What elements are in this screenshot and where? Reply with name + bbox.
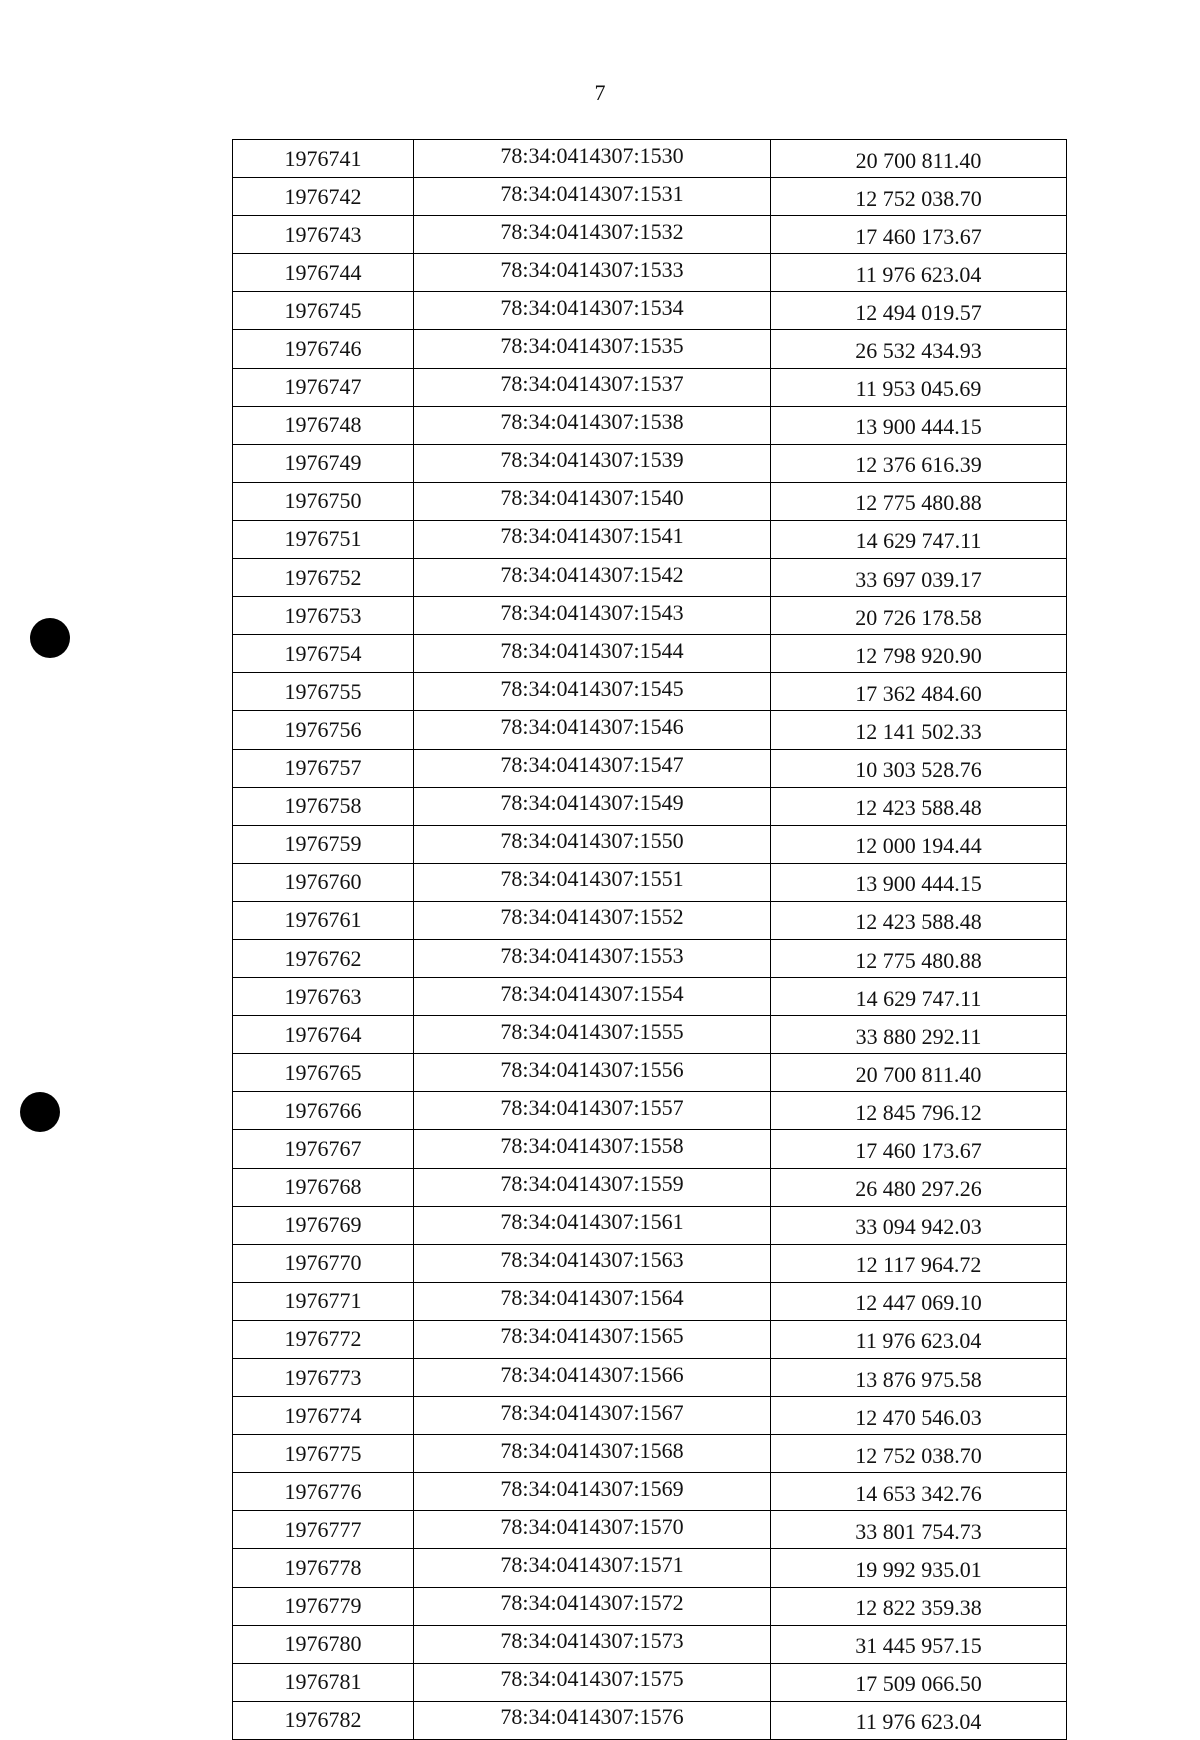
record-number-text: 1976749 bbox=[284, 450, 362, 476]
cadastral-value-cell bbox=[771, 292, 1067, 330]
record-number-text: 1976760 bbox=[284, 869, 362, 895]
cadastral-value-text: 12 447 069.10 bbox=[855, 1290, 982, 1316]
table-row bbox=[233, 1663, 1067, 1701]
cadastral-value-text: 26 480 297.26 bbox=[855, 1176, 982, 1202]
record-number-cell bbox=[233, 330, 414, 368]
cadastral-number-text: 78:34:0414307:1530 bbox=[500, 142, 684, 168]
cadastral-value-cell bbox=[771, 1359, 1067, 1397]
cadastral-number-cell bbox=[414, 635, 771, 673]
cadastral-number-cell bbox=[414, 939, 771, 977]
cadastral-number-cell bbox=[414, 863, 771, 901]
table-row bbox=[233, 1473, 1067, 1511]
cadastral-value-text: 20 726 178.58 bbox=[855, 604, 982, 630]
cadastral-value-cell bbox=[771, 216, 1067, 254]
record-number-cell bbox=[233, 1435, 414, 1473]
record-number-text: 1976781 bbox=[284, 1669, 362, 1695]
table-row bbox=[233, 1320, 1067, 1358]
cadastral-number-cell bbox=[414, 1130, 771, 1168]
cadastral-number-text: 78:34:0414307:1565 bbox=[500, 1323, 684, 1349]
table-row bbox=[233, 1359, 1067, 1397]
record-number-text: 1976762 bbox=[284, 945, 362, 971]
cadastral-value-cell bbox=[771, 1625, 1067, 1663]
table-row bbox=[233, 330, 1067, 368]
record-number-cell bbox=[233, 978, 414, 1016]
table-row bbox=[233, 1587, 1067, 1625]
cadastral-number-text: 78:34:0414307:1550 bbox=[500, 828, 684, 854]
cadastral-number-cell bbox=[414, 1435, 771, 1473]
record-number-cell bbox=[233, 406, 414, 444]
cadastral-number-cell bbox=[414, 1701, 771, 1739]
record-number-text: 1976777 bbox=[284, 1516, 362, 1542]
cadastral-number-text: 78:34:0414307:1537 bbox=[500, 371, 684, 397]
record-number-cell bbox=[233, 825, 414, 863]
cadastral-value-text: 12 845 796.12 bbox=[855, 1099, 982, 1125]
cadastral-number-text: 78:34:0414307:1557 bbox=[500, 1094, 684, 1120]
cadastral-number-cell bbox=[414, 140, 771, 178]
table-row bbox=[233, 1244, 1067, 1282]
record-number-text: 1976757 bbox=[284, 755, 362, 781]
table-row bbox=[233, 1130, 1067, 1168]
cadastral-value-cell bbox=[771, 1549, 1067, 1587]
cadastral-number-cell bbox=[414, 1016, 771, 1054]
record-number-text: 1976747 bbox=[284, 374, 362, 400]
table-row bbox=[233, 1016, 1067, 1054]
record-number-text: 1976774 bbox=[284, 1402, 362, 1428]
record-number-cell bbox=[233, 444, 414, 482]
cadastral-value-text: 12 752 038.70 bbox=[855, 185, 982, 211]
record-number-cell bbox=[233, 1168, 414, 1206]
table-row bbox=[233, 1549, 1067, 1587]
table-row bbox=[233, 673, 1067, 711]
cadastral-value-cell bbox=[771, 520, 1067, 558]
cadastral-number-cell bbox=[414, 1397, 771, 1435]
cadastral-number-text: 78:34:0414307:1555 bbox=[500, 1018, 684, 1044]
cadastral-number-text: 78:34:0414307:1534 bbox=[500, 294, 684, 320]
record-number-text: 1976766 bbox=[284, 1097, 362, 1123]
cadastral-number-text: 78:34:0414307:1561 bbox=[500, 1209, 684, 1235]
record-number-cell bbox=[233, 140, 414, 178]
record-number-cell bbox=[233, 1244, 414, 1282]
record-number-text: 1976771 bbox=[284, 1288, 362, 1314]
record-number-cell bbox=[233, 1511, 414, 1549]
cadastral-value-text: 11 953 045.69 bbox=[855, 376, 982, 402]
cadastral-number-cell bbox=[414, 711, 771, 749]
table-row bbox=[233, 140, 1067, 178]
record-number-text: 1976743 bbox=[284, 221, 362, 247]
cadastral-value-text: 20 700 811.40 bbox=[855, 1061, 982, 1087]
record-number-text: 1976758 bbox=[284, 793, 362, 819]
cadastral-value-cell bbox=[771, 787, 1067, 825]
cadastral-number-text: 78:34:0414307:1564 bbox=[500, 1285, 684, 1311]
cadastral-number-text: 78:34:0414307:1545 bbox=[500, 675, 684, 701]
cadastral-value-cell bbox=[771, 635, 1067, 673]
record-number-cell bbox=[233, 863, 414, 901]
cadastral-number-text: 78:34:0414307:1544 bbox=[500, 637, 684, 663]
cadastral-number-text: 78:34:0414307:1540 bbox=[500, 485, 684, 511]
cadastral-number-cell bbox=[414, 1473, 771, 1511]
record-number-cell bbox=[233, 559, 414, 597]
record-number-text: 1976770 bbox=[284, 1250, 362, 1276]
cadastral-value-text: 13 876 975.58 bbox=[855, 1366, 982, 1392]
record-number-cell bbox=[233, 216, 414, 254]
record-number-cell bbox=[233, 635, 414, 673]
cadastral-number-cell bbox=[414, 1244, 771, 1282]
cadastral-value-cell bbox=[771, 673, 1067, 711]
cadastral-number-cell bbox=[414, 1587, 771, 1625]
cadastral-value-text: 12 470 546.03 bbox=[855, 1404, 982, 1430]
cadastral-number-cell bbox=[414, 482, 771, 520]
cadastral-value-cell bbox=[771, 749, 1067, 787]
cadastral-value-text: 17 509 066.50 bbox=[855, 1671, 982, 1697]
cadastral-number-text: 78:34:0414307:1551 bbox=[500, 866, 684, 892]
cadastral-value-cell bbox=[771, 1168, 1067, 1206]
cadastral-number-cell bbox=[414, 1092, 771, 1130]
table-row bbox=[233, 216, 1067, 254]
cadastral-value-text: 12 775 480.88 bbox=[855, 947, 982, 973]
cadastral-value-text: 12 752 038.70 bbox=[855, 1442, 982, 1468]
cadastral-number-cell bbox=[414, 178, 771, 216]
table-row bbox=[233, 825, 1067, 863]
table-row bbox=[233, 597, 1067, 635]
table-row bbox=[233, 520, 1067, 558]
record-number-cell bbox=[233, 711, 414, 749]
cadastral-value-text: 17 460 173.67 bbox=[855, 223, 982, 249]
record-number-text: 1976745 bbox=[284, 297, 362, 323]
record-number-cell bbox=[233, 939, 414, 977]
cadastral-number-cell bbox=[414, 330, 771, 368]
cadastral-value-cell bbox=[771, 1130, 1067, 1168]
cadastral-value-cell bbox=[771, 711, 1067, 749]
cadastral-value-text: 17 362 484.60 bbox=[855, 680, 982, 706]
record-number-cell bbox=[233, 1130, 414, 1168]
cadastral-number-cell bbox=[414, 1663, 771, 1701]
cadastral-value-text: 12 376 616.39 bbox=[855, 452, 982, 478]
record-number-text: 1976754 bbox=[284, 640, 362, 666]
cadastral-value-cell bbox=[771, 1397, 1067, 1435]
record-number-cell bbox=[233, 1663, 414, 1701]
cadastral-number-cell bbox=[414, 1206, 771, 1244]
cadastral-number-cell bbox=[414, 673, 771, 711]
cadastral-value-text: 12 775 480.88 bbox=[855, 490, 982, 516]
cadastral-number-text: 78:34:0414307:1567 bbox=[500, 1399, 684, 1425]
punch-hole-mark bbox=[30, 618, 70, 658]
cadastral-value-text: 19 992 935.01 bbox=[855, 1557, 982, 1583]
table-row bbox=[233, 1511, 1067, 1549]
cadastral-value-text: 12 000 194.44 bbox=[855, 833, 982, 859]
cadastral-value-cell bbox=[771, 482, 1067, 520]
table-row bbox=[233, 406, 1067, 444]
cadastral-number-text: 78:34:0414307:1558 bbox=[500, 1132, 684, 1158]
record-number-cell bbox=[233, 482, 414, 520]
record-number-cell bbox=[233, 1206, 414, 1244]
cadastral-number-cell bbox=[414, 1320, 771, 1358]
cadastral-value-text: 13 900 444.15 bbox=[855, 871, 982, 897]
cadastral-number-text: 78:34:0414307:1554 bbox=[500, 980, 684, 1006]
record-number-cell bbox=[233, 1016, 414, 1054]
record-number-text: 1976772 bbox=[284, 1326, 362, 1352]
table-row bbox=[233, 1206, 1067, 1244]
cadastral-number-text: 78:34:0414307:1552 bbox=[500, 904, 684, 930]
cadastral-number-text: 78:34:0414307:1571 bbox=[500, 1552, 684, 1578]
cadastral-value-cell bbox=[771, 597, 1067, 635]
table-row bbox=[233, 444, 1067, 482]
cadastral-number-cell bbox=[414, 1282, 771, 1320]
cadastral-value-cell bbox=[771, 140, 1067, 178]
cadastral-number-cell bbox=[414, 1054, 771, 1092]
cadastral-value-table bbox=[232, 139, 1067, 1740]
record-number-cell bbox=[233, 520, 414, 558]
cadastral-value-cell bbox=[771, 368, 1067, 406]
cadastral-number-text: 78:34:0414307:1573 bbox=[500, 1628, 684, 1654]
cadastral-number-cell bbox=[414, 787, 771, 825]
record-number-cell bbox=[233, 254, 414, 292]
cadastral-value-cell bbox=[771, 1701, 1067, 1739]
cadastral-value-cell bbox=[771, 1016, 1067, 1054]
table-row bbox=[233, 1282, 1067, 1320]
table-row bbox=[233, 292, 1067, 330]
cadastral-number-cell bbox=[414, 901, 771, 939]
cadastral-number-text: 78:34:0414307:1535 bbox=[500, 333, 684, 359]
record-number-text: 1976769 bbox=[284, 1212, 362, 1238]
record-number-text: 1976755 bbox=[284, 678, 362, 704]
record-number-text: 1976764 bbox=[284, 1021, 362, 1047]
cadastral-number-text: 78:34:0414307:1541 bbox=[500, 523, 684, 549]
cadastral-number-cell bbox=[414, 1511, 771, 1549]
record-number-cell bbox=[233, 368, 414, 406]
record-number-text: 1976761 bbox=[284, 907, 362, 933]
cadastral-number-cell bbox=[414, 978, 771, 1016]
record-number-text: 1976767 bbox=[284, 1135, 362, 1161]
record-number-text: 1976773 bbox=[284, 1364, 362, 1390]
cadastral-value-text: 17 460 173.67 bbox=[855, 1137, 982, 1163]
cadastral-value-text: 26 532 434.93 bbox=[855, 338, 982, 364]
cadastral-value-text: 33 697 039.17 bbox=[855, 566, 982, 592]
record-number-cell bbox=[233, 787, 414, 825]
cadastral-value-cell bbox=[771, 1092, 1067, 1130]
cadastral-number-cell bbox=[414, 216, 771, 254]
record-number-text: 1976753 bbox=[284, 602, 362, 628]
cadastral-number-text: 78:34:0414307:1575 bbox=[500, 1666, 684, 1692]
cadastral-number-cell bbox=[414, 1549, 771, 1587]
cadastral-number-cell bbox=[414, 825, 771, 863]
cadastral-number-cell bbox=[414, 406, 771, 444]
cadastral-value-text: 10 303 528.76 bbox=[855, 757, 982, 783]
cadastral-number-text: 78:34:0414307:1569 bbox=[500, 1475, 684, 1501]
cadastral-value-cell bbox=[771, 1511, 1067, 1549]
table-row bbox=[233, 1625, 1067, 1663]
cadastral-value-text: 11 976 623.04 bbox=[855, 261, 982, 287]
cadastral-number-cell bbox=[414, 597, 771, 635]
cadastral-value-cell bbox=[771, 559, 1067, 597]
record-number-text: 1976779 bbox=[284, 1593, 362, 1619]
cadastral-number-cell bbox=[414, 368, 771, 406]
cadastral-value-cell bbox=[771, 406, 1067, 444]
table-row bbox=[233, 368, 1067, 406]
cadastral-number-text: 78:34:0414307:1566 bbox=[500, 1361, 684, 1387]
cadastral-number-text: 78:34:0414307:1546 bbox=[500, 713, 684, 739]
cadastral-value-text: 11 976 623.04 bbox=[855, 1328, 982, 1354]
cadastral-value-cell bbox=[771, 1473, 1067, 1511]
cadastral-value-cell bbox=[771, 1054, 1067, 1092]
table-row bbox=[233, 1054, 1067, 1092]
table-row bbox=[233, 939, 1067, 977]
cadastral-value-cell bbox=[771, 1244, 1067, 1282]
table-row bbox=[233, 787, 1067, 825]
record-number-text: 1976748 bbox=[284, 412, 362, 438]
table-row bbox=[233, 978, 1067, 1016]
cadastral-value-text: 20 700 811.40 bbox=[855, 147, 982, 173]
record-number-text: 1976750 bbox=[284, 488, 362, 514]
cadastral-value-cell bbox=[771, 1435, 1067, 1473]
table-row bbox=[233, 254, 1067, 292]
record-number-text: 1976763 bbox=[284, 983, 362, 1009]
cadastral-number-cell bbox=[414, 292, 771, 330]
record-number-text: 1976775 bbox=[284, 1440, 362, 1466]
cadastral-number-text: 78:34:0414307:1563 bbox=[500, 1247, 684, 1273]
punch-hole-mark bbox=[20, 1092, 60, 1132]
record-number-text: 1976741 bbox=[284, 145, 362, 171]
cadastral-number-text: 78:34:0414307:1532 bbox=[500, 218, 684, 244]
table-row bbox=[233, 1701, 1067, 1739]
cadastral-value-text: 12 822 359.38 bbox=[855, 1595, 982, 1621]
record-number-text: 1976751 bbox=[284, 526, 362, 552]
cadastral-number-cell bbox=[414, 749, 771, 787]
cadastral-number-text: 78:34:0414307:1572 bbox=[500, 1590, 684, 1616]
table-row bbox=[233, 749, 1067, 787]
record-number-cell bbox=[233, 1054, 414, 1092]
cadastral-value-text: 12 423 588.48 bbox=[855, 795, 982, 821]
cadastral-number-text: 78:34:0414307:1559 bbox=[500, 1171, 684, 1197]
cadastral-number-text: 78:34:0414307:1531 bbox=[500, 180, 684, 206]
cadastral-value-cell bbox=[771, 1587, 1067, 1625]
record-number-cell bbox=[233, 1359, 414, 1397]
record-number-text: 1976744 bbox=[284, 259, 362, 285]
record-number-cell bbox=[233, 178, 414, 216]
cadastral-value-text: 12 494 019.57 bbox=[855, 299, 982, 325]
cadastral-number-cell bbox=[414, 1168, 771, 1206]
cadastral-number-cell bbox=[414, 1625, 771, 1663]
cadastral-value-text: 33 094 942.03 bbox=[855, 1214, 982, 1240]
cadastral-number-text: 78:34:0414307:1539 bbox=[500, 447, 684, 473]
record-number-cell bbox=[233, 901, 414, 939]
cadastral-value-cell bbox=[771, 1206, 1067, 1244]
cadastral-value-cell bbox=[771, 1282, 1067, 1320]
cadastral-number-cell bbox=[414, 559, 771, 597]
table-row bbox=[233, 635, 1067, 673]
cadastral-value-cell bbox=[771, 254, 1067, 292]
cadastral-value-cell bbox=[771, 1320, 1067, 1358]
record-number-cell bbox=[233, 1473, 414, 1511]
table-row bbox=[233, 178, 1067, 216]
record-number-cell bbox=[233, 1587, 414, 1625]
table-body bbox=[233, 140, 1067, 1740]
cadastral-number-cell bbox=[414, 1359, 771, 1397]
record-number-text: 1976778 bbox=[284, 1555, 362, 1581]
record-number-text: 1976765 bbox=[284, 1059, 362, 1085]
record-number-text: 1976768 bbox=[284, 1174, 362, 1200]
record-number-text: 1976782 bbox=[284, 1707, 362, 1733]
cadastral-value-text: 11 976 623.04 bbox=[855, 1709, 982, 1735]
table-row bbox=[233, 1092, 1067, 1130]
table-row bbox=[233, 863, 1067, 901]
cadastral-value-cell bbox=[771, 901, 1067, 939]
cadastral-number-text: 78:34:0414307:1576 bbox=[500, 1704, 684, 1730]
cadastral-value-text: 12 798 920.90 bbox=[855, 642, 982, 668]
cadastral-number-text: 78:34:0414307:1570 bbox=[500, 1513, 684, 1539]
table-row bbox=[233, 1397, 1067, 1435]
record-number-cell bbox=[233, 1320, 414, 1358]
cadastral-number-text: 78:34:0414307:1542 bbox=[500, 561, 684, 587]
cadastral-value-text: 33 880 292.11 bbox=[855, 1023, 982, 1049]
cadastral-value-cell bbox=[771, 863, 1067, 901]
cadastral-number-text: 78:34:0414307:1549 bbox=[500, 790, 684, 816]
cadastral-number-text: 78:34:0414307:1547 bbox=[500, 752, 684, 778]
cadastral-value-cell bbox=[771, 1663, 1067, 1701]
cadastral-value-text: 33 801 754.73 bbox=[855, 1518, 982, 1544]
cadastral-number-text: 78:34:0414307:1538 bbox=[500, 409, 684, 435]
record-number-text: 1976780 bbox=[284, 1631, 362, 1657]
cadastral-number-cell bbox=[414, 254, 771, 292]
table-row bbox=[233, 711, 1067, 749]
cadastral-number-text: 78:34:0414307:1568 bbox=[500, 1437, 684, 1463]
table-row bbox=[233, 559, 1067, 597]
cadastral-value-text: 12 423 588.48 bbox=[855, 909, 982, 935]
cadastral-value-text: 12 117 964.72 bbox=[855, 1252, 982, 1278]
cadastral-value-text: 14 653 342.76 bbox=[855, 1480, 982, 1506]
cadastral-number-cell bbox=[414, 520, 771, 558]
cadastral-value-cell bbox=[771, 939, 1067, 977]
cadastral-number-cell bbox=[414, 444, 771, 482]
cadastral-value-cell bbox=[771, 330, 1067, 368]
record-number-cell bbox=[233, 1282, 414, 1320]
record-number-text: 1976759 bbox=[284, 831, 362, 857]
page-number: 7 bbox=[594, 80, 606, 105]
cadastral-value-cell bbox=[771, 825, 1067, 863]
cadastral-number-text: 78:34:0414307:1543 bbox=[500, 599, 684, 625]
record-number-cell bbox=[233, 1701, 414, 1739]
cadastral-value-text: 13 900 444.15 bbox=[855, 414, 982, 440]
cadastral-value-cell bbox=[771, 978, 1067, 1016]
record-number-cell bbox=[233, 749, 414, 787]
record-number-cell bbox=[233, 292, 414, 330]
cadastral-value-cell bbox=[771, 444, 1067, 482]
cadastral-value-text: 12 141 502.33 bbox=[855, 718, 982, 744]
cadastral-value-text: 14 629 747.11 bbox=[855, 985, 982, 1011]
record-number-text: 1976746 bbox=[284, 336, 362, 362]
cadastral-value-text: 31 445 957.15 bbox=[855, 1633, 982, 1659]
record-number-text: 1976756 bbox=[284, 716, 362, 742]
record-number-cell bbox=[233, 597, 414, 635]
cadastral-number-text: 78:34:0414307:1553 bbox=[500, 942, 684, 968]
record-number-cell bbox=[233, 1625, 414, 1663]
record-number-cell bbox=[233, 1397, 414, 1435]
table-row bbox=[233, 1435, 1067, 1473]
record-number-text: 1976742 bbox=[284, 183, 362, 209]
cadastral-value-text: 14 629 747.11 bbox=[855, 528, 982, 554]
table-row bbox=[233, 901, 1067, 939]
record-number-text: 1976752 bbox=[284, 564, 362, 590]
table-row bbox=[233, 1168, 1067, 1206]
cadastral-number-text: 78:34:0414307:1556 bbox=[500, 1056, 684, 1082]
record-number-cell bbox=[233, 1549, 414, 1587]
record-number-cell bbox=[233, 1092, 414, 1130]
cadastral-number-text: 78:34:0414307:1533 bbox=[500, 256, 684, 282]
cadastral-value-cell bbox=[771, 178, 1067, 216]
record-number-text: 1976776 bbox=[284, 1478, 362, 1504]
record-number-cell bbox=[233, 673, 414, 711]
table-row bbox=[233, 482, 1067, 520]
